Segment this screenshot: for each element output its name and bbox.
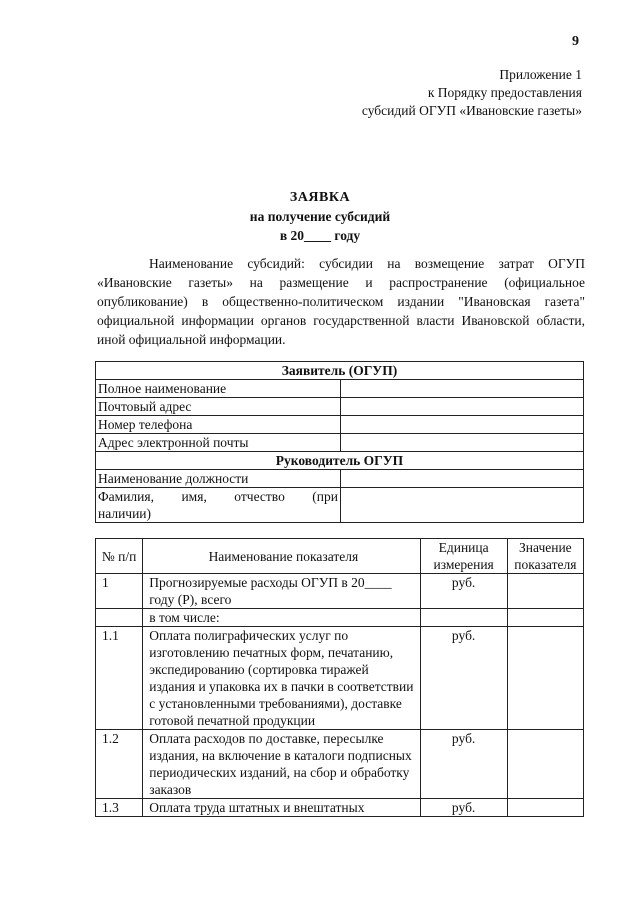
field-label: Почтовый адрес	[96, 398, 341, 416]
row-num: 1.1	[96, 627, 143, 730]
col-header-name: Наименование показателя	[143, 539, 420, 574]
table-row	[96, 627, 584, 730]
row-unit: руб.	[420, 730, 507, 799]
table-header-row	[96, 539, 584, 574]
col-header-num: № п/п	[96, 539, 143, 574]
row-num	[96, 609, 143, 627]
field-value[interactable]	[341, 416, 584, 434]
row-unit: руб.	[420, 627, 507, 730]
col-header-value: Значение показателя	[507, 539, 583, 574]
table-row	[96, 730, 584, 799]
table-row	[96, 470, 584, 488]
field-label: Номер телефона	[96, 416, 341, 434]
applicant-table	[95, 361, 584, 523]
col-header-unit: Единица измерения	[420, 539, 507, 574]
table-row	[96, 488, 584, 523]
row-value[interactable]	[507, 574, 583, 609]
title-line-3: в 20____ году	[279, 228, 361, 243]
row-value[interactable]	[507, 730, 583, 799]
field-label: Наименование должности	[96, 470, 341, 488]
appendix-line-2: к Порядку предоставления	[427, 85, 582, 100]
row-name: Оплата расходов по доставке, пересылке издания, на включение в каталоги подписных периодических изданий, на сбор и обработку заказов	[143, 730, 420, 799]
field-label: Адрес электронной почты	[96, 434, 341, 452]
row-value[interactable]	[507, 609, 583, 627]
fio-line-2: наличии)	[98, 506, 152, 521]
field-label-fio	[96, 488, 341, 523]
document-title	[0, 188, 640, 245]
row-unit: руб.	[420, 799, 507, 817]
table-row	[96, 434, 584, 452]
fio-line-1: Фамилия, имя, отчество (при	[98, 489, 338, 504]
field-value[interactable]	[341, 398, 584, 416]
appendix-note	[362, 66, 582, 120]
table-row	[96, 609, 584, 627]
field-value[interactable]	[341, 380, 584, 398]
row-name: Оплата полиграфических услуг по изготовлению печатных форм, печатанию, экспедированию (сортировка тиражей издания и упаковка их в пачки в соответствии с установленными требованиями), доставке готовой печатной продукции	[143, 627, 420, 730]
field-value[interactable]	[341, 488, 584, 523]
table-row	[96, 380, 584, 398]
applicant-section-header: Заявитель (ОГУП)	[96, 362, 584, 380]
row-num: 1	[96, 574, 143, 609]
field-value[interactable]	[341, 434, 584, 452]
appendix-line-3: субсидий ОГУП «Ивановские газеты»	[361, 103, 582, 118]
row-value[interactable]	[507, 627, 583, 730]
row-unit	[420, 609, 507, 627]
appendix-line-1: Приложение 1	[499, 67, 582, 82]
table-row	[96, 574, 584, 609]
title-line-2: на получение субсидий	[249, 209, 391, 224]
row-num: 1.3	[96, 799, 143, 817]
row-name: Прогнозируемые расходы ОГУП в 20____ году (Р), всего	[143, 574, 420, 609]
table-row	[96, 398, 584, 416]
row-unit: руб.	[420, 574, 507, 609]
table-row	[96, 416, 584, 434]
row-value[interactable]	[507, 799, 583, 817]
indicators-table	[95, 538, 584, 817]
page-number: 9	[572, 34, 579, 49]
row-num: 1.2	[96, 730, 143, 799]
field-label: Полное наименование	[96, 380, 341, 398]
row-name: в том числе:	[143, 609, 420, 627]
intro-paragraph: Наименование субсидий: субсидии на возмещение затрат ОГУП «Ивановские газеты» на размещение и распространение (официальное опубликование) в общественно-политическом издании "Ивановская газета" официальной информации органов государственной власти Ивановской области, иной официальной информации.	[97, 256, 585, 347]
field-value[interactable]	[341, 470, 584, 488]
row-name: Оплата труда штатных и внештатных	[143, 799, 420, 817]
title-line-1: ЗАЯВКА	[289, 190, 351, 205]
table-row	[96, 799, 584, 817]
manager-section-header: Руководитель ОГУП	[96, 452, 584, 470]
